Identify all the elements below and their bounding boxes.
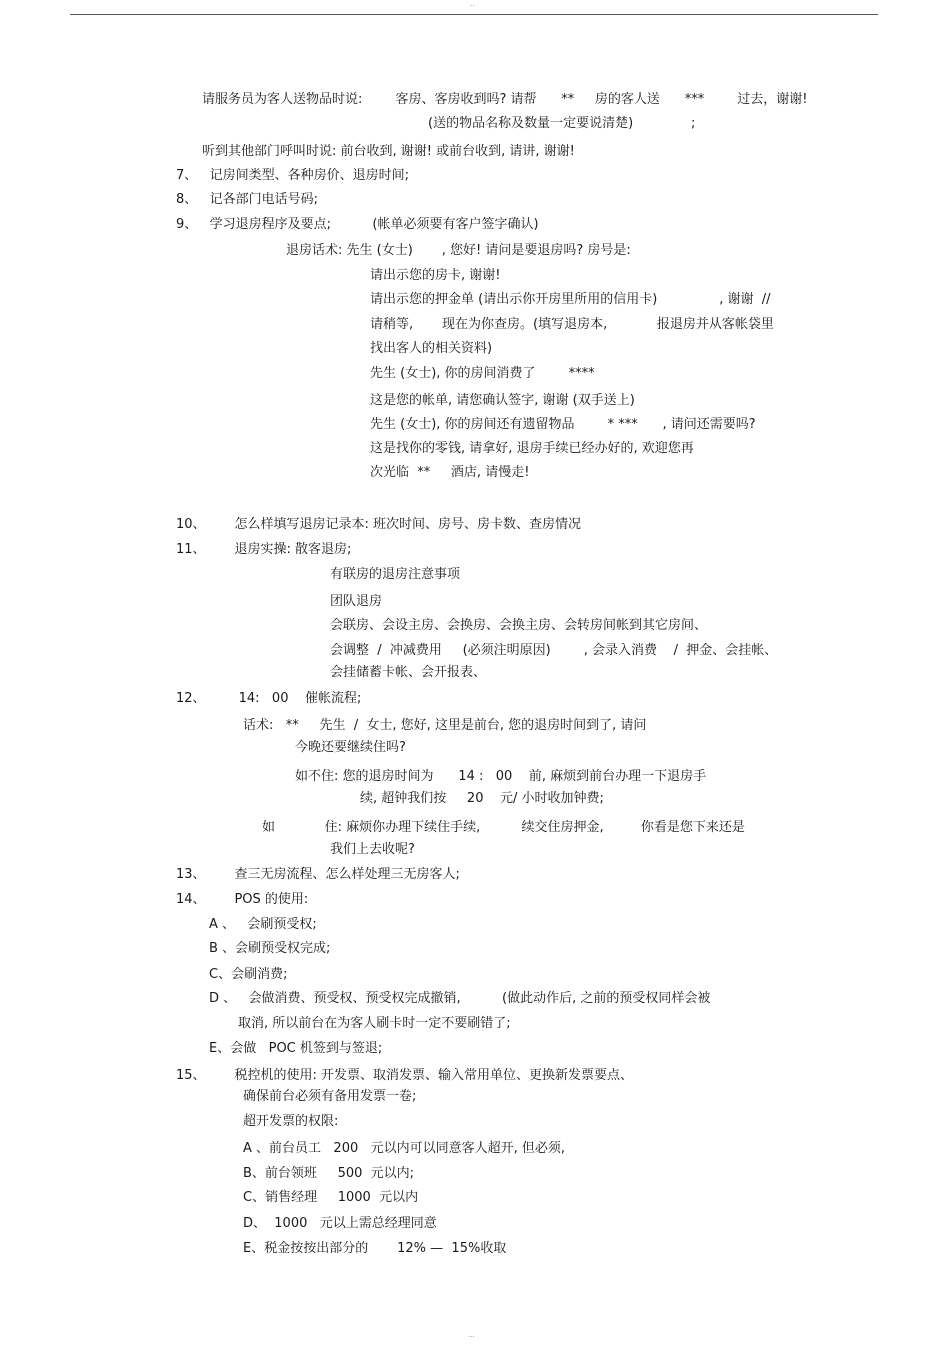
text-line: 请出示您的房卡, 谢谢!: [370, 268, 501, 283]
text-line: 会调整 / 冲减费用 (必须注明原因) , 会录入消费 / 押金、会挂帐、: [330, 643, 778, 658]
text-line: D 、 会做消费、预受权、预受权完成撤销, (做此动作后, 之前的预受权同样会被: [209, 991, 711, 1006]
text-line: E、税金按按出部分的 12% — 15%收取: [243, 1241, 507, 1256]
text-line: 8、 记各部门电话号码;: [176, 192, 319, 207]
text-line: 14、 POS 的使用:: [176, 892, 309, 907]
text-line: 如不住: 您的退房时间为 14 : 00 前, 麻烦到前台办理一下退房手: [295, 769, 707, 784]
header-mark: ··: [470, 2, 475, 10]
text-line: 9、 学习退房程序及要点; (帐单必须要有客户签字确认): [176, 217, 539, 232]
text-line: 先生 (女士), 你的房间还有遗留物品 * *** , 请问还需要吗?: [370, 417, 756, 432]
text-line: 找出客人的相关资料): [370, 341, 493, 356]
text-line: 请服务员为客人送物品时说: 客房、客房收到吗? 请帮 ** 房的客人送 *** 过去，谢谢!: [202, 92, 808, 107]
text-line: 这是找你的零钱, 请拿好, 退房手续已经办好的, 欢迎您再: [370, 441, 694, 456]
header-rule: [70, 14, 878, 15]
text-line: C、会刷消费;: [209, 967, 288, 982]
text-line: 如 住: 麻烦你办理下续住手续, 续交住房押金, 你看是您下来还是: [262, 820, 745, 835]
text-line: 次光临 ** 酒店, 请慢走!: [370, 465, 530, 480]
text-line: 7、 记房间类型、各种房价、退房时间;: [176, 168, 410, 183]
text-line: 续, 超钟我们按 20 元/ 小时收加钟费;: [360, 791, 604, 806]
footer-mark: ···: [468, 1333, 475, 1341]
text-line: 超开发票的权限:: [243, 1114, 339, 1129]
text-line: 15、 税控机的使用: 开发票、取消发票、输入常用单位、更换新发票要点、: [176, 1068, 633, 1083]
text-line: 10、 怎么样填写退房记录本: 班次时间、房号、房卡数、查房情况: [176, 517, 581, 532]
text-line: 退房话术: 先生 (女士) , 您好! 请问是要退房吗? 房号是:: [286, 243, 631, 258]
text-line: E、会做 POC 机签到与签退;: [209, 1041, 383, 1056]
text-line: C、销售经理 1000 元以内: [243, 1190, 419, 1205]
text-line: 先生 (女士), 你的房间消费了 ****: [370, 366, 595, 381]
text-line: 团队退房: [330, 594, 383, 609]
text-line: 听到其他部门呼叫时说: 前台收到, 谢谢! 或前台收到, 请讲, 谢谢!: [202, 144, 575, 159]
text-line: 12、 14: 00 催帐流程;: [176, 691, 362, 706]
text-line: 请稍等, 现在为你查房。(填写退房本, 报退房并从客帐袋里: [370, 317, 774, 332]
text-line: A 、 会刷预受权;: [209, 917, 317, 932]
text-line: 取消, 所以前台在为客人刷卡时一定不要刷错了;: [238, 1016, 511, 1031]
text-line: A 、前台员工 200 元以内可以同意客人超开, 但必须,: [243, 1141, 566, 1156]
text-line: 确保前台必须有备用发票一卷;: [243, 1089, 417, 1104]
text-line: 请出示您的押金单 (请出示你开房里所用的信用卡) , 谢谢 //: [370, 292, 771, 307]
text-line: D、 1000 元以上需总经理同意: [243, 1216, 437, 1231]
text-line: B、前台领班 500 元以内;: [243, 1166, 415, 1181]
text-line: 11、 退房实操: 散客退房;: [176, 542, 352, 557]
text-line: 今晚还要继续住吗?: [295, 740, 406, 755]
text-line: B 、会刷预受权完成;: [209, 941, 331, 956]
text-line: 话术: ** 先生 / 女士, 您好, 这里是前台, 您的退房时间到了, 请问: [243, 718, 647, 733]
text-line: 这是您的帐单, 请您确认签字, 谢谢 (双手送上): [370, 393, 635, 408]
text-line: 会挂储蓄卡帐、会开报表、: [330, 665, 487, 680]
text-line: 我们上去收呢?: [330, 842, 415, 857]
text-line: (送的物品名称及数量一定要说清楚) ;: [428, 116, 696, 131]
text-line: 有联房的退房注意事项: [330, 567, 461, 582]
text-line: 13、 查三无房流程、怎么样处理三无房客人;: [176, 867, 460, 882]
text-line: 会联房、会设主房、会换房、会换主房、会转房间帐到其它房间、: [330, 618, 708, 633]
